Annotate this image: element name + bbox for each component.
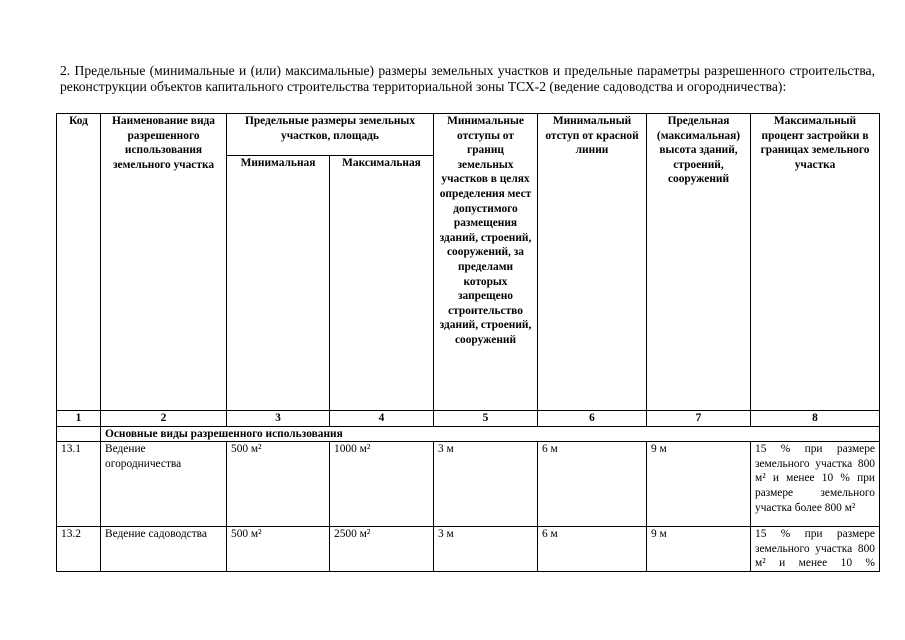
cell-code: 13.1 (57, 442, 101, 527)
cell-setback-boundaries: 3 м (434, 442, 538, 527)
cell-max-coverage: 15 % при размере земельного участка 800 м² и менее 10 % при размере земельного участка более 800 м² (751, 442, 880, 527)
header-row-1 (57, 114, 880, 156)
cell-max-area: 1000 м² (330, 442, 434, 527)
column-number: 5 (434, 411, 538, 427)
column-number: 6 (538, 411, 647, 427)
cell-min-area: 500 м² (227, 527, 330, 572)
cell-max-area: 2500 м² (330, 527, 434, 572)
cell-max-height: 9 м (647, 527, 751, 572)
cell-use-name: Ведение огородничества (101, 442, 227, 527)
header-use-name: Наименование вида разрешенного использования земельного участка (101, 114, 227, 411)
header-plot-size-group: Предельные размеры земельных участков, площадь (227, 114, 434, 156)
cell-max-height: 9 м (647, 442, 751, 527)
section-title: Основные виды разрешенного использования (101, 426, 880, 442)
cell-setback-boundaries: 3 м (434, 527, 538, 572)
table-row (57, 527, 880, 572)
intro-paragraph: 2. Предельные (минимальные и (или) максимальные) размеры земельных участков и предельные параметры разрешенного строительства, реконструкции объектов капитального строительства территориальной зоны ТСХ-2 (ведение садоводства и огородничества): (60, 63, 875, 95)
cell-use-name: Ведение садоводства (101, 527, 227, 572)
header-max-area: Максимальная (330, 156, 434, 411)
header-max-height: Предельная (максимальная) высота зданий, строений, сооружений (647, 114, 751, 411)
cell-setback-red-line: 6 м (538, 527, 647, 572)
cell-code: 13.2 (57, 527, 101, 572)
header-setback-boundaries: Минимальные отступы от границ земельных участков в целях определения мест допустимого размещения зданий, строений, сооружений, за пределами которых запрещено строительство зданий, строений, сооружений (434, 114, 538, 411)
column-number: 2 (101, 411, 227, 427)
header-code: Код (57, 114, 101, 411)
header-max-coverage: Максимальный процент застройки в границах земельного участка (751, 114, 880, 411)
header-min-area: Минимальная (227, 156, 330, 411)
column-number: 8 (751, 411, 880, 427)
column-number: 1 (57, 411, 101, 427)
cell-min-area: 500 м² (227, 442, 330, 527)
cell-setback-red-line: 6 м (538, 442, 647, 527)
section-spacer-cell (57, 426, 101, 442)
section-row (57, 426, 880, 442)
column-number: 7 (647, 411, 751, 427)
cell-max-coverage: 15 % при размере земельного участка 800 м² и менее 10 % (751, 527, 880, 572)
column-number-row (57, 411, 880, 427)
header-setback-red-line: Минимальный отступ от красной линии (538, 114, 647, 411)
table-row (57, 442, 880, 527)
column-number: 4 (330, 411, 434, 427)
column-number: 3 (227, 411, 330, 427)
zone-parameters-table (56, 113, 880, 572)
